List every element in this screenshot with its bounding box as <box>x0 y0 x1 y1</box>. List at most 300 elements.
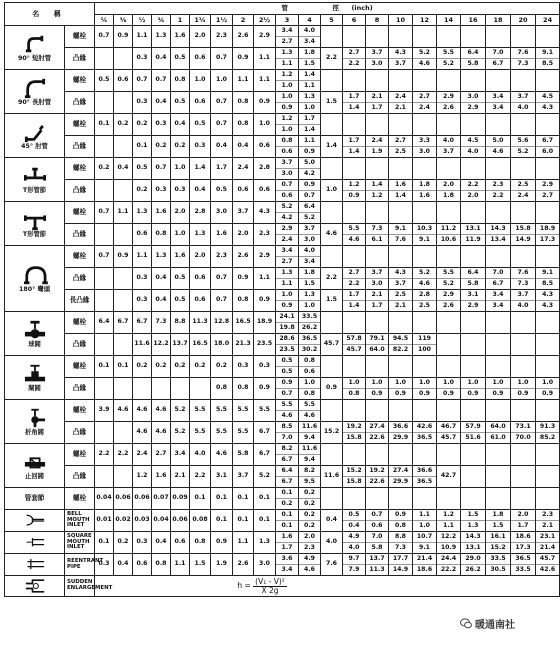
elbow-90-long-icon <box>22 77 48 99</box>
connection-type: 凸緣 <box>65 180 95 202</box>
value-cell <box>133 378 152 400</box>
value-cell <box>511 554 536 576</box>
value-cell <box>276 356 299 378</box>
value-line: 73.1 <box>511 422 535 433</box>
value-cell <box>321 158 343 180</box>
value-line: 1.4 <box>348 302 360 309</box>
value-line: 1.6 <box>419 192 430 199</box>
check-valve-icon <box>22 451 48 473</box>
value-cell: 4.6 <box>321 224 343 246</box>
value-line: 1.0 <box>276 290 298 301</box>
value-line: 5.2 <box>276 202 298 213</box>
value-line: 1.1 <box>281 60 293 67</box>
table-row <box>5 70 560 92</box>
value-line: 4.2 <box>304 170 315 177</box>
value-line: 1.3 <box>299 92 320 103</box>
value-line: 85.2 <box>539 434 556 441</box>
value-cell <box>343 224 366 246</box>
fitting-name: 折角閥 <box>25 428 44 436</box>
value-line: 42.6 <box>539 566 556 573</box>
value-cell: 0.9 <box>233 268 254 290</box>
value-cell <box>299 246 321 268</box>
value-cell <box>413 510 437 532</box>
fitting-cell <box>5 202 65 246</box>
value-line: 3.6 <box>276 554 298 565</box>
value-cell <box>299 488 321 510</box>
value-cell <box>366 268 389 290</box>
value-cell: 2.6 <box>233 554 254 576</box>
value-line: 7.6 <box>511 268 535 279</box>
value-line: 3.0 <box>461 92 485 103</box>
size-header-11: 5 <box>321 15 343 26</box>
value-cell <box>536 114 560 136</box>
value-line: 6.7 <box>281 478 293 485</box>
value-cell <box>276 532 299 554</box>
value-cell <box>366 136 389 158</box>
value-cell <box>536 422 560 444</box>
value-cell: 0.8 <box>152 224 171 246</box>
value-cell <box>461 422 486 444</box>
value-cell <box>299 48 321 70</box>
fitting-cell <box>5 246 65 312</box>
value-cell <box>511 26 536 48</box>
value-cell: 0.4 <box>114 158 133 180</box>
value-cell <box>95 268 114 290</box>
value-line: 4.0 <box>348 544 360 551</box>
value-cell <box>366 70 389 92</box>
value-cell <box>413 312 437 334</box>
value-line: 9.1 <box>419 544 430 551</box>
value-line: 0.9 <box>467 390 479 397</box>
value-line: 2.9 <box>276 224 298 235</box>
value-line: 11.3 <box>369 566 385 573</box>
value-line: 7.3 <box>395 544 406 551</box>
value-cell <box>486 268 511 290</box>
formula-fraction <box>253 578 287 594</box>
value-cell <box>299 290 321 312</box>
value-cell <box>437 444 461 466</box>
value-cell <box>389 92 413 114</box>
value-line: 70.0 <box>515 434 531 441</box>
value-cell <box>511 312 536 334</box>
value-cell: 2.1 <box>171 466 190 488</box>
value-line: 3.0 <box>419 148 430 155</box>
value-cell <box>461 554 486 576</box>
value-cell: 1.5 <box>321 290 343 312</box>
value-line: 4.3 <box>389 268 412 279</box>
value-cell: 1.0 <box>171 224 190 246</box>
value-line: 5.2 <box>443 280 454 287</box>
value-cell: 0.8 <box>233 378 254 400</box>
value-cell: 8.8 <box>171 312 190 334</box>
elbow-90-short-icon <box>22 33 48 55</box>
value-cell <box>461 70 486 92</box>
value-cell <box>299 466 321 488</box>
value-cell <box>321 312 343 334</box>
value-cell <box>437 554 461 576</box>
value-line: 5.2 <box>443 60 454 67</box>
value-line: 4.6 <box>304 412 315 419</box>
value-line: 2.0 <box>467 192 479 199</box>
value-line: 1.0 <box>486 378 510 389</box>
value-cell: 0.2 <box>133 356 152 378</box>
value-cell <box>413 444 437 466</box>
value-cell <box>461 290 486 312</box>
value-cell <box>486 400 511 422</box>
value-line: 0.1 <box>276 488 298 499</box>
value-line: 0.9 <box>443 390 454 397</box>
value-cell: 18.9 <box>254 312 276 334</box>
value-cell <box>95 92 114 114</box>
value-line: 1.1 <box>281 280 293 287</box>
value-line: 51.6 <box>465 434 481 441</box>
fitting-cell <box>5 576 65 597</box>
value-cell: 0.6 <box>190 268 211 290</box>
value-line: 1.3 <box>467 522 479 529</box>
value-cell: 11.3 <box>190 312 211 334</box>
value-cell <box>413 488 437 510</box>
value-cell: 0.1 <box>211 510 233 532</box>
value-line: 21.4 <box>539 544 556 551</box>
value-line: 2.3 <box>486 180 510 191</box>
value-cell <box>536 510 560 532</box>
value-line: 1.4 <box>348 104 360 111</box>
value-line: 1.5 <box>304 60 315 67</box>
value-cell <box>276 312 299 334</box>
value-cell: 2.7 <box>152 444 171 466</box>
value-cell: 0.8 <box>152 554 171 576</box>
table-row <box>5 532 560 554</box>
value-line: 2.0 <box>299 532 320 543</box>
size-header-0: ¼ <box>95 15 114 26</box>
value-line: 3.7 <box>511 290 535 301</box>
table-row <box>5 268 560 290</box>
value-line: 100 <box>418 346 431 353</box>
value-cell <box>437 334 461 356</box>
value-cell <box>536 268 560 290</box>
value-cell: 0.8 <box>171 70 190 92</box>
fitting-label: SQUARE MOUTH INLET <box>65 532 95 554</box>
square-mouth-icon <box>22 533 48 553</box>
value-line: 1.1 <box>443 522 454 529</box>
value-cell <box>437 136 461 158</box>
value-line: 1.7 <box>299 114 320 125</box>
value-cell <box>366 488 389 510</box>
value-cell: 0.06 <box>171 510 190 532</box>
value-cell: 1.1 <box>254 48 276 70</box>
value-line: 36.5 <box>299 334 320 345</box>
watermark-text: 暖通南社 <box>475 620 515 631</box>
value-line: 24.4 <box>437 554 460 565</box>
value-cell <box>511 114 536 136</box>
value-cell: 0.6 <box>190 48 211 70</box>
value-line: 1.8 <box>299 48 320 59</box>
connection-type: 凸緣 <box>65 136 95 158</box>
value-cell <box>95 48 114 70</box>
value-cell <box>389 312 413 334</box>
value-cell <box>389 422 413 444</box>
value-cell: 0.2 <box>114 532 133 554</box>
value-cell <box>389 554 413 576</box>
value-line: 1.0 <box>304 104 315 111</box>
value-cell <box>461 378 486 400</box>
value-cell: 0.3 <box>171 180 190 202</box>
table-row <box>5 378 560 400</box>
value-cell <box>343 136 366 158</box>
value-cell <box>511 290 536 312</box>
value-line: 6.7 <box>536 136 559 147</box>
table-row <box>5 400 560 422</box>
value-cell <box>389 378 413 400</box>
value-cell: 0.3 <box>133 268 152 290</box>
value-cell <box>437 92 461 114</box>
connection-type: 螺栓 <box>65 488 95 510</box>
value-line: 24.1 <box>276 312 298 323</box>
value-line: 3.4 <box>281 566 293 573</box>
value-line: 0.9 <box>348 192 360 199</box>
value-line: 8.5 <box>542 280 554 287</box>
value-cell <box>461 92 486 114</box>
value-cell: 5.2 <box>171 422 190 444</box>
value-cell: 0.3 <box>190 136 211 158</box>
value-cell <box>152 378 171 400</box>
value-line: 1.9 <box>371 148 383 155</box>
value-cell <box>486 180 511 202</box>
value-line: 7.3 <box>517 280 529 287</box>
value-cell: 1.3 <box>190 224 211 246</box>
value-line: 2.1 <box>395 302 406 309</box>
value-line: 4.0 <box>299 246 320 257</box>
value-line: 1.0 <box>299 378 320 389</box>
value-cell: 2.4 <box>133 444 152 466</box>
value-cell <box>389 224 413 246</box>
sudden-enlargement-icon <box>22 576 48 596</box>
formula-numerator: (V₁ - V)² <box>255 577 285 586</box>
fitting-cell <box>5 114 65 158</box>
value-line: 14.3 <box>486 224 510 235</box>
value-line: 0.8 <box>299 356 320 367</box>
value-cell <box>114 268 133 290</box>
value-cell: 0.2 <box>152 136 171 158</box>
value-cell <box>321 246 343 268</box>
value-line: 29.9 <box>392 478 409 485</box>
value-cell <box>276 224 299 246</box>
value-cell <box>276 290 299 312</box>
value-line: 29.0 <box>461 554 485 565</box>
value-line: 9.1 <box>536 48 559 59</box>
value-cell <box>536 180 560 202</box>
value-cell <box>437 246 461 268</box>
value-cell <box>276 70 299 92</box>
value-cell <box>299 400 321 422</box>
connection-type: 螺栓 <box>65 114 95 136</box>
value-line: 1.5 <box>304 280 315 287</box>
value-line: 9.1 <box>536 268 559 279</box>
value-cell <box>486 356 511 378</box>
value-cell <box>366 158 389 180</box>
value-line: 10.6 <box>440 236 457 243</box>
value-cell <box>461 488 486 510</box>
value-line: 4.9 <box>299 554 320 565</box>
value-cell <box>321 114 343 136</box>
value-line: 1.8 <box>443 192 454 199</box>
value-line: 15.2 <box>343 466 365 477</box>
value-line: 64.0 <box>486 422 510 433</box>
value-line: 2.1 <box>542 522 554 529</box>
value-cell <box>299 312 321 334</box>
value-line: 2.7 <box>281 258 293 265</box>
value-cell <box>95 180 114 202</box>
value-cell: 1.3 <box>254 532 276 554</box>
value-cell <box>486 136 511 158</box>
value-cell: 4.6 <box>152 400 171 422</box>
value-cell: 0.7 <box>152 158 171 180</box>
value-line: 1.7 <box>371 104 383 111</box>
value-cell: 12.8 <box>211 312 233 334</box>
value-line: 119 <box>413 334 436 345</box>
value-cell <box>343 466 366 488</box>
value-cell: 45.7 <box>321 334 343 356</box>
value-cell: 4.3 <box>254 202 276 224</box>
value-cell <box>389 114 413 136</box>
size-header-2: ½ <box>133 15 152 26</box>
connection-type: 螺栓 <box>65 444 95 466</box>
connection-type: 凸緣 <box>65 92 95 114</box>
value-line: 0.7 <box>281 390 293 397</box>
value-line: 0.2 <box>304 522 315 529</box>
header-row-1 <box>5 3 560 15</box>
value-line: 3.0 <box>281 170 293 177</box>
value-line: 9.1 <box>419 236 430 243</box>
value-cell: 0.2 <box>171 356 190 378</box>
value-line: 3.3 <box>413 136 436 147</box>
value-cell: 0.06 <box>133 488 152 510</box>
value-cell <box>536 246 560 268</box>
value-line: 94.5 <box>389 334 412 345</box>
value-cell: 0.5 <box>171 290 190 312</box>
value-cell <box>511 510 536 532</box>
value-cell: 0.8 <box>233 92 254 114</box>
connection-type: 凸緣 <box>65 466 95 488</box>
value-line: 2.6 <box>443 302 454 309</box>
value-cell: 2.9 <box>254 26 276 48</box>
value-cell <box>413 378 437 400</box>
value-cell <box>413 70 437 92</box>
tee-branch-icon <box>22 209 48 231</box>
value-cell <box>95 290 114 312</box>
value-cell: 5.5 <box>190 422 211 444</box>
value-line: 0.5 <box>281 368 293 375</box>
value-cell: 0.6 <box>133 224 152 246</box>
value-cell <box>486 378 511 400</box>
size-header-16: 14 <box>437 15 461 26</box>
value-cell: 2.8 <box>190 202 211 224</box>
value-line: 5.5 <box>437 48 460 59</box>
value-line: 15.2 <box>490 544 506 551</box>
value-line: 2.5 <box>419 302 430 309</box>
value-cell: 0.7 <box>211 290 233 312</box>
value-cell: 0.01 <box>95 510 114 532</box>
value-line: 8.8 <box>389 532 412 543</box>
value-cell <box>536 224 560 246</box>
value-cell <box>536 26 560 48</box>
value-line: 5.8 <box>371 544 383 551</box>
fitting-name: 閘閥 <box>28 384 41 392</box>
value-cell: 1.1 <box>114 202 133 224</box>
value-cell: 0.3 <box>254 356 276 378</box>
value-cell <box>366 224 389 246</box>
value-line: 4.0 <box>437 136 460 147</box>
value-line: 1.2 <box>371 192 383 199</box>
value-cell: 2.0 <box>171 202 190 224</box>
value-cell: 6.7 <box>254 422 276 444</box>
size-header-18: 18 <box>486 15 511 26</box>
value-cell <box>389 510 413 532</box>
value-cell <box>343 26 366 48</box>
value-cell: 1.9 <box>211 554 233 576</box>
value-cell <box>343 510 366 532</box>
value-cell: 0.4 <box>152 92 171 114</box>
value-line: 0.9 <box>371 390 383 397</box>
value-cell: 1.6 <box>152 466 171 488</box>
value-line: 9.7 <box>343 554 365 565</box>
value-cell <box>95 224 114 246</box>
value-line: 57.8 <box>343 334 365 345</box>
value-cell <box>389 356 413 378</box>
value-line: 27.4 <box>366 422 388 433</box>
value-cell: 23.5 <box>254 334 276 356</box>
value-line: 4.3 <box>542 104 554 111</box>
fitting-name: 180° 彎頭 <box>18 285 51 293</box>
value-cell <box>366 532 389 554</box>
value-cell: 11.6 <box>133 334 152 356</box>
value-line: 0.5 <box>276 356 298 367</box>
value-cell <box>486 70 511 92</box>
value-cell <box>299 158 321 180</box>
value-cell: 0.7 <box>95 26 114 48</box>
connection-type: 長凸緣 <box>65 290 95 312</box>
value-cell <box>486 224 511 246</box>
value-line: 0.1 <box>276 510 298 521</box>
value-cell <box>389 180 413 202</box>
value-line: 36.5 <box>511 554 535 565</box>
value-cell <box>511 444 536 466</box>
fitting-cell <box>5 312 65 356</box>
table-row <box>5 356 560 378</box>
formula-cell <box>95 576 560 597</box>
value-line: 64.0 <box>369 346 385 353</box>
value-line: 19.2 <box>343 422 365 433</box>
value-cell: 0.2 <box>95 158 114 180</box>
value-cell: 1.1 <box>254 70 276 92</box>
value-cell <box>299 444 321 466</box>
value-cell: 0.1 <box>114 356 133 378</box>
value-cell: 1.6 <box>171 26 190 48</box>
value-cell: 5.5 <box>211 422 233 444</box>
value-cell: 0.5 <box>95 70 114 92</box>
value-line: 6.4 <box>461 268 485 279</box>
value-line: 0.9 <box>281 302 293 309</box>
value-cell <box>461 246 486 268</box>
value-line: 5.2 <box>517 148 529 155</box>
table-row <box>5 444 560 466</box>
value-line: 4.6 <box>419 60 430 67</box>
value-line: 1.6 <box>389 180 412 191</box>
value-line: 18.6 <box>511 532 535 543</box>
value-line: 22.6 <box>369 434 385 441</box>
value-line: 1.3 <box>276 48 298 59</box>
value-line: 2.5 <box>511 180 535 191</box>
